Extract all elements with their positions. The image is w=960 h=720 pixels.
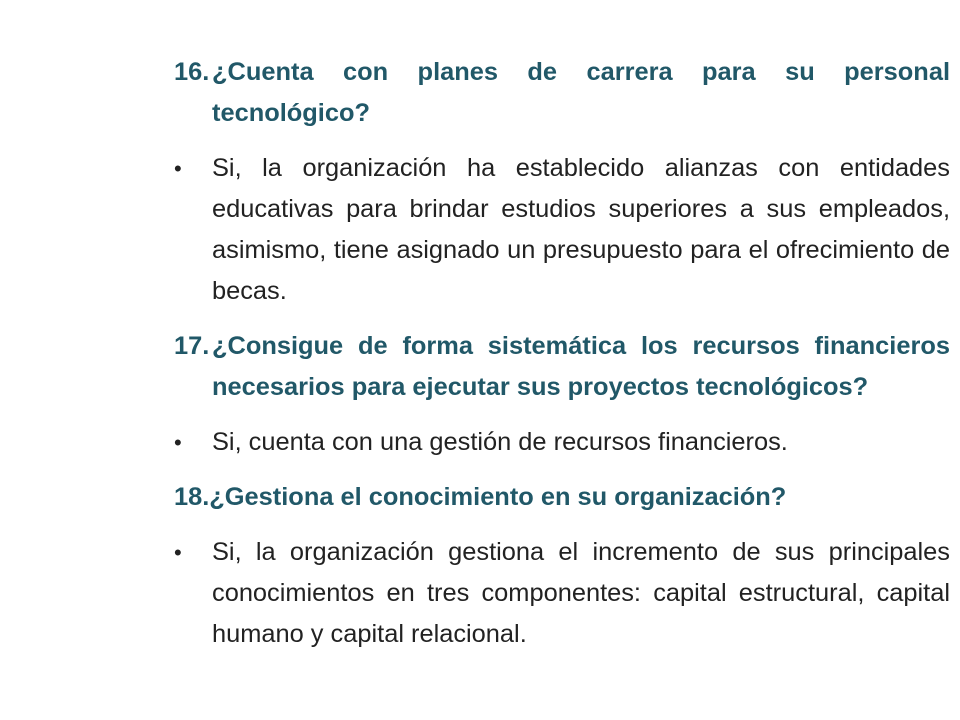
question-number: 18.	[174, 483, 210, 511]
answer-18	[174, 532, 950, 655]
question-text: ¿Consigue de forma sistemática los recursos financieros necesarios para ejecutar sus proyectos tecnológicos?	[212, 332, 950, 401]
question-text: ¿Cuenta con planes de carrera para su personal tecnológico?	[212, 58, 950, 127]
question-text: ¿Gestiona el conocimiento en su organización?	[209, 483, 787, 511]
answer-17	[174, 422, 950, 463]
question-16	[174, 52, 950, 134]
answer-text: Si, cuenta con una gestión de recursos financieros.	[212, 428, 788, 456]
answer-text: Si, la organización ha establecido alianzas con entidades educativas para brindar estudios superiores a sus empleados, asimismo, tiene asignado un presupuesto para el ofrecimiento de becas.	[212, 154, 950, 305]
bullet-icon: •	[174, 540, 182, 565]
slide-content	[174, 52, 950, 669]
bullet-icon: •	[174, 156, 182, 181]
question-number: 17.	[174, 332, 210, 360]
answer-text: Si, la organización gestiona el incremento de sus principales conocimientos en tres componentes: capital estructural, capital humano y capital relacional.	[212, 538, 950, 648]
question-18	[174, 477, 950, 518]
question-number: 16.	[174, 58, 210, 86]
bullet-icon: •	[174, 430, 182, 455]
answer-16	[174, 148, 950, 312]
question-17	[174, 326, 950, 408]
